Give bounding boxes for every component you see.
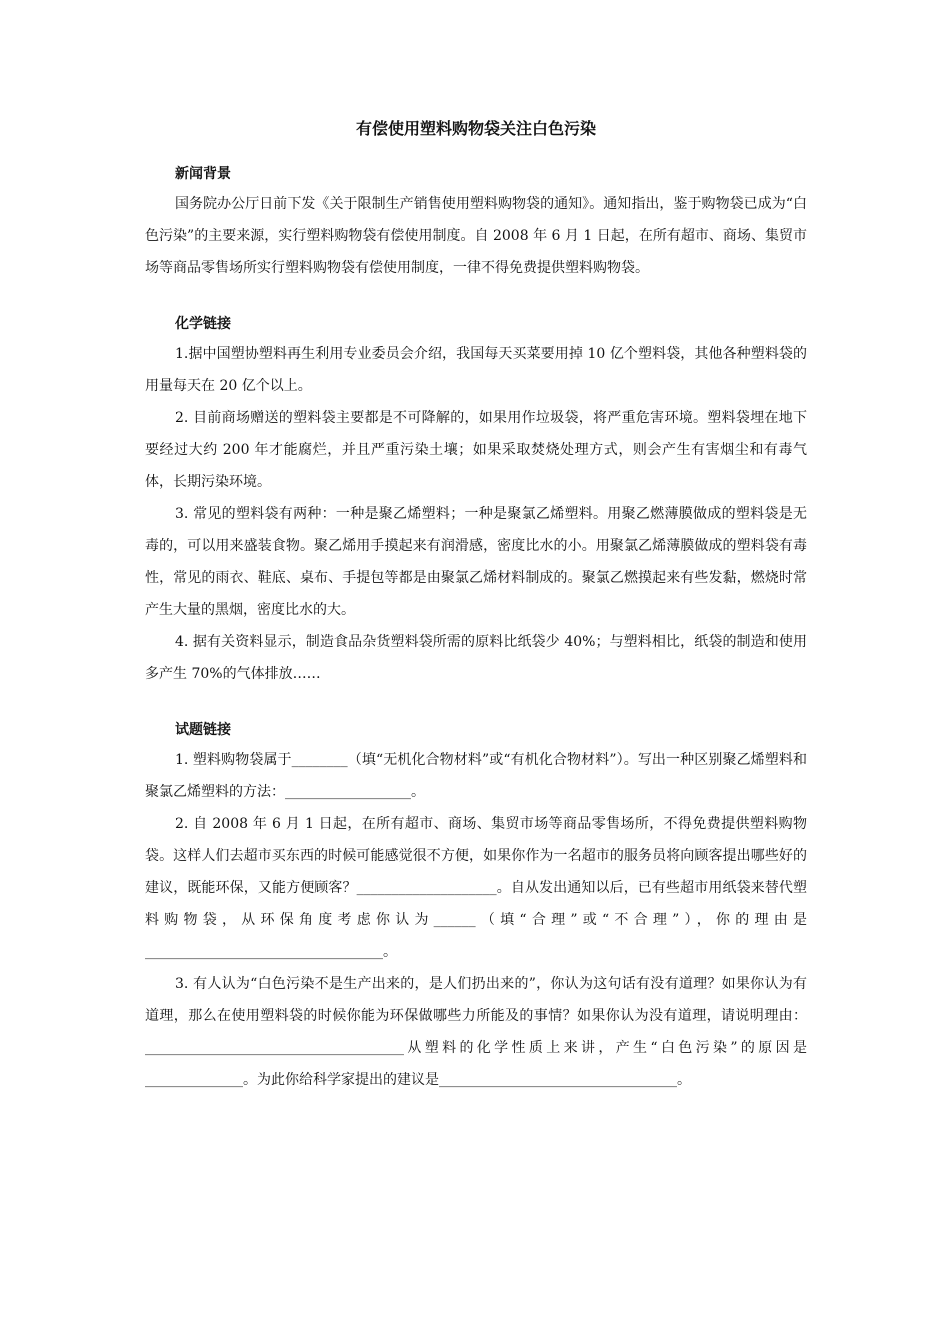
question-paragraph: 2. 自 2008 年 6 月 1 日起，在所有超市、商场、集贸市场等商品零售场所，不得免费提供塑料购物袋。这样人们去超市买东西的时候可能感觉很不方便，如果你作为一名超市的服务员将向顾客提出哪些好的建议，既能环保，又能方便顾客？____________________。自从发出通知以后，已有些超市用纸袋来替代塑料购物袋，从环保角度考虑你认为______（填“合理”或“不合理”），你的理由是__________________________________。 (145, 816, 807, 960)
question-paragraph: 1. 塑料购物袋属于________（填“无机化合物材料”或“有机化合物材料”）。写出一种区别聚乙烯塑料和聚氯乙烯塑料的方法：__________________。 (145, 752, 807, 800)
paragraph: 2. 目前商场赠送的塑料袋主要都是不可降解的，如果用作垃圾袋，将严重危害环境。塑料袋埋在地下要经过大约 200 年才能腐烂，并且严重污染土壤；如果采取焚烧处理方式，则会产生有害烟尘和有毒气体，长期污染环境。 (145, 410, 807, 490)
section-exam-link (145, 718, 807, 1096)
section-news-background (145, 162, 807, 284)
section-heading: 试题链接 (175, 722, 231, 738)
section-heading: 新闻背景 (175, 166, 231, 182)
paragraph: 1.据中国塑协塑料再生利用专业委员会介绍，我国每天买菜要用掉 10 亿个塑料袋，其他各种塑料袋的用量每天在 20 亿个以上。 (145, 346, 807, 394)
question-paragraph: 3. 有人认为“白色污染不是生产出来的，是人们扔出来的”，你认为这句话有没有道理？如果你认为有道理，那么在使用塑料袋的时候你能为环保做哪些力所能及的事情？如果你认为没有道理，请说明理由：_____________________________________从塑料的化学性质上来讲，产生“白色污染”的原因是______________。为此你给科学家提出的建议是__________________________________。 (145, 976, 807, 1088)
paragraph: 4. 据有关资料显示，制造食品杂货塑料袋所需的原料比纸袋少 40%；与塑料相比，纸袋的制造和使用多产生 70%的气体排放…… (145, 634, 807, 682)
paragraph: 3. 常见的塑料袋有两种：一种是聚乙烯塑料；一种是聚氯乙烯塑料。用聚乙燃薄膜做成的塑料袋是无毒的，可以用来盛装食物。聚乙烯用手摸起来有润滑感，密度比水的小。用聚氯乙烯薄膜做成的塑料袋有毒性，常见的雨衣、鞋底、桌布、手提包等都是由聚氯乙烯材料制成的。聚氯乙燃摸起来有些发黏，燃烧时常产生大量的黑烟，密度比水的大。 (145, 506, 807, 618)
section-chemistry-link (145, 312, 807, 690)
document-title: 有偿使用塑料购物袋关注白色污染 (355, 119, 596, 138)
section-heading: 化学链接 (175, 316, 231, 332)
document-body (145, 114, 807, 1096)
paragraph: 国务院办公厅日前下发《关于限制生产销售使用塑料购物袋的通知》。通知指出，鉴于购物袋已成为“白色污染”的主要来源，实行塑料购物袋有偿使用制度。自 2008 年 6 月 1 日起，在所有超市、商场、集贸市场等商品零售场所实行塑料购物袋有偿使用制度，一律不得免费提供塑料购物袋。 (145, 196, 807, 276)
